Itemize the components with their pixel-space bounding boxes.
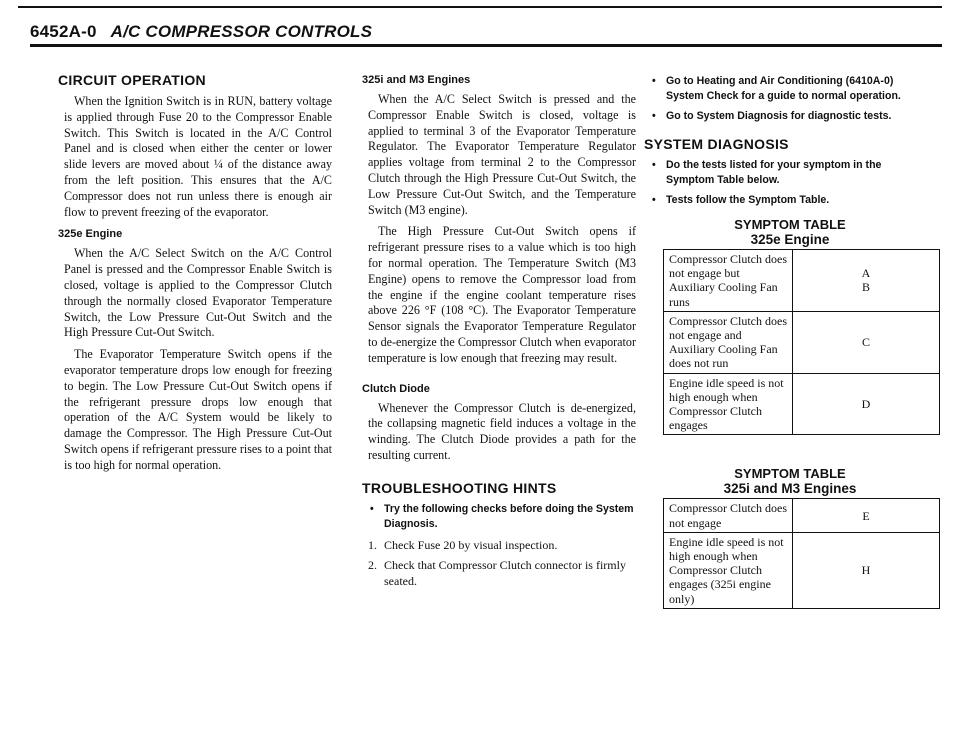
symptom-table-325i-subtitle: 325i and M3 Engines	[723, 481, 857, 497]
engine-325e-paragraph-2: The Evaporator Temperature Switch opens if the evaporator temperature drops low enough for freezing to begin. The Low Pressure Cut-Out Switch opens if the refrigerant pressure drops low enough that operation of the A/C System would be likely to damage the Compressor. The High Pressure Cut-Out Switch opens if refrigerant pressure rises to a point that is too high for normal operation.	[64, 347, 332, 472]
circuit-intro-paragraph: When the Ignition Switch is in RUN, battery voltage is applied through Fuse 20 to the Compressor Enable Switch. This Switch is located in the A/C Control Panel and is closed when either the center or lower slide levers are moved about ¼ of the distance away from the left position. This ensures that the A/C Compressor does not run unless there is enough air flow to prevent freezing of the evaporator.	[64, 94, 332, 219]
table-row	[664, 532, 940, 608]
engine-325e-paragraph-1: When the A/C Select Switch on the A/C Control Panel is pressed and the Compressor Enable Switch is closed, voltage is applied to the Compressor Clutch through the normally closed Evaporator Temperature Switch, the Low Pressure Cut-Out Switch and the High Pressure Cut-Out Switch.	[64, 246, 332, 340]
troubleshooting-bullet: • Try the following checks before doing the System Diagnosis.	[368, 502, 636, 532]
test-reference-cell: H	[793, 532, 940, 608]
test-reference-cell: D	[793, 373, 940, 435]
system-diagnosis-bullet: • Go to System Diagnosis for diagnostic tests.	[650, 109, 930, 124]
engine-325e-heading: 325e Engine	[58, 228, 123, 241]
table-row	[664, 250, 940, 312]
column-right	[644, 68, 930, 613]
top-rule	[18, 6, 942, 8]
symptom-cell: Compressor Clutch does not engage but Auxiliary Cooling Fan runs	[664, 250, 793, 312]
symptom-table-325e	[663, 249, 940, 435]
symptom-table-325i-title: SYMPTOM TABLE	[734, 466, 846, 482]
symptom-cell: Engine idle speed is not high enough when Compressor Clutch engages (325i engine only)	[664, 532, 793, 608]
page-header	[30, 22, 372, 42]
test-reference-cell: E	[793, 499, 940, 532]
test-reference-cell: C	[793, 311, 940, 373]
table-row	[664, 311, 940, 373]
symptom-table-325e-title: SYMPTOM TABLE	[734, 217, 846, 232]
header-rule	[30, 44, 942, 47]
symptom-table-325e-subtitle: 325e Engine	[750, 232, 830, 247]
troubleshooting-step: 2. Check that Compressor Clutch connector is firmly seated.	[368, 557, 626, 588]
troubleshooting-step: 1. Check Fuse 20 by visual inspection.	[368, 537, 558, 552]
troubleshooting-heading: TROUBLESHOOTING HINTS	[362, 479, 557, 496]
diagnosis-bullet: • Tests follow the Symptom Table.	[650, 193, 930, 208]
symptom-cell: Compressor Clutch does not engage	[664, 499, 793, 532]
heating-ac-check-bullet: • Go to Heating and Air Conditioning (6410A-0) System Check for a guide to normal operation.	[650, 74, 930, 104]
symptom-table-325i-m3	[663, 498, 940, 608]
column-middle	[362, 68, 636, 593]
clutch-diode-heading: Clutch Diode	[362, 382, 430, 395]
engine-325i-m3-paragraph-2: The High Pressure Cut-Out Switch opens if refrigerant pressure rises to a value which is too high for normal operation. The Temperature Switch (M3 Engine) opens to remove the Compressor load from the engine if the engine coolant temperature rises above 226 °F (108 °C). The Evaporator Temperature Sensor signals the Evaporator Temperature Regulator to de-energize the Compressor Clutch when evaporator temperature is low enough that freezing may result.	[368, 224, 636, 365]
table-row	[664, 373, 940, 435]
page-title: A/C COMPRESSOR CONTROLS	[110, 22, 373, 41]
table-row	[664, 499, 940, 532]
column-left	[58, 68, 332, 480]
diagnosis-bullet: • Do the tests listed for your symptom in the Symptom Table below.	[650, 158, 930, 188]
circuit-operation-heading: CIRCUIT OPERATION	[58, 72, 206, 88]
system-diagnosis-heading: SYSTEM DIAGNOSIS	[644, 136, 789, 152]
engine-325i-m3-paragraph-1: When the A/C Select Switch is pressed and the Compressor Enable Switch is closed, voltage is applied to terminal 3 of the Evaporator Temperature Regulator. The Evaporator Temperature Regulator applies voltage from terminal 2 to the Compressor Clutch through the High Pressure Cut-Out Switch, the Low Pressure Cut-Out Switch, and the Temperature Switch (M3 engine).	[368, 92, 636, 217]
symptom-cell: Compressor Clutch does not engage and Auxiliary Cooling Fan does not run	[664, 311, 793, 373]
symptom-cell: Engine idle speed is not high enough when Compressor Clutch engages	[664, 373, 793, 435]
engine-325i-m3-heading: 325i and M3 Engines	[362, 74, 471, 86]
clutch-diode-paragraph: Whenever the Compressor Clutch is de-energized, the collapsing magnetic field induces a voltage in the winding. The Clutch Diode provides a path for the resulting current.	[368, 400, 636, 462]
section-code: 6452A-0	[30, 22, 97, 41]
spacer	[650, 439, 930, 457]
test-reference-cell: A B	[793, 250, 940, 312]
